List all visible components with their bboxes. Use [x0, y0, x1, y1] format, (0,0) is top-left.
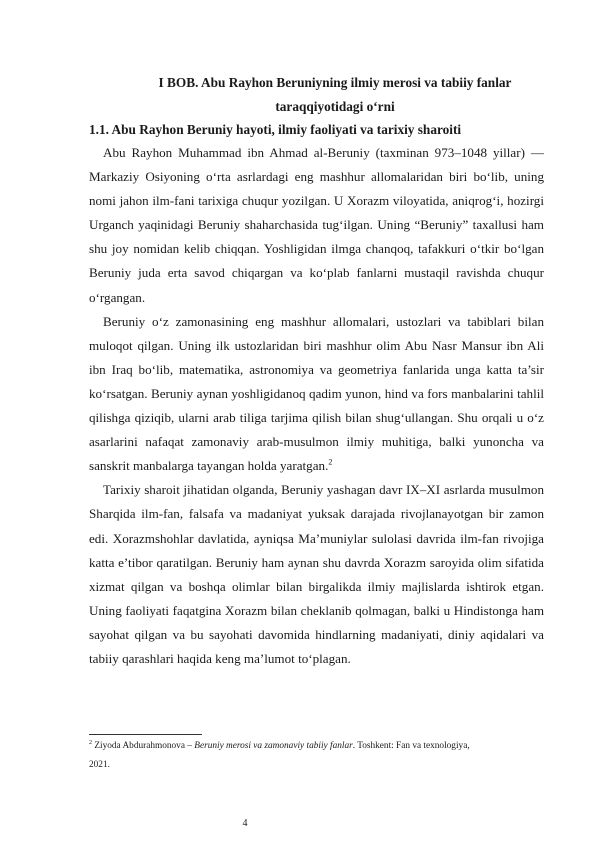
footnote-publication: . Toshkent: Fan va texnologiya, 2021.	[89, 741, 470, 770]
paragraph-1: Abu Rayhon Muhammad ibn Ahmad al-Beruniy (taxminan 973–1048 yillar) — Markaziy Osiyoning o‘rta asrlardagi eng mashhur allomalaridan biri bo‘lib, uning nomi jahon ilm-fani tarixiga chuqur yozilgan. U Xorazm viloyatida, aniqrog‘i, hozirgi Urganch yaqinidagi Beruniy shaharchasida tug‘ilgan. Uning “Beruniy” taxallusi ham shu joy nomidan kelib chiqqan. Yoshligidan ilmga chanqoq, tafakkuri o‘tkir bo‘lgan Beruniy juda erta savod chiqargan va ko‘plab fanlarni mustaqil ravishda chuqur o‘rgangan.	[89, 145, 544, 305]
page-number: 4	[242, 818, 248, 829]
footnote-marker: 2	[89, 739, 92, 746]
paragraph-3: Tarixiy sharoit jihatidan olganda, Beruniy yashagan davr IX–XI asrlarda musulmon Sharqida ilm-fan, falsafa va madaniyat yuksak darajada rivojlanayotgan bir zamon edi. Xorazmshohlar davlatida, ayniqsa Ma’muniylar sulolasi davrida ilm-fan rivojiga katta e’tibor qaratilgan. Beruniy ham aynan shu davrda Xorazm saroyida olim sifatida xizmat qilgan va boshqa olimlar bilan birgalikda ilmiy majlislarda ishtirok etgan. Uning faoliyati faqatgina Xorazm bilan cheklanib qolmagan, balki u Hindistonga ham sayohat qilgan va bu sayohati davomida hindlarning madaniyati, diniy aqidalari va tabiiy qarashlari haqida keng ma’lumot to‘plagan.	[89, 482, 544, 666]
body-text	[89, 141, 544, 671]
footnote-reference[interactable]: 2	[328, 457, 333, 467]
section-title: 1.1. Abu Rayhon Beruniy hayoti, ilmiy faoliyati va tarixiy sharoiti	[89, 122, 462, 137]
paragraph-2	[89, 310, 544, 479]
footnote-separator	[89, 734, 202, 735]
footnote	[89, 737, 489, 775]
chapter-title-line-2: taraqqiyotidagi o‘rni	[275, 99, 395, 114]
footnote-title: Beruniy merosi va zamonaviy tabiiy fanlar	[194, 741, 353, 751]
chapter-title	[120, 71, 550, 119]
chapter-title-line-1: I BOB. Abu Rayhon Beruniyning ilmiy merosi va tabiiy fanlar	[158, 75, 512, 90]
footnote-author: Ziyoda Abdurahmonova –	[94, 741, 195, 751]
paragraph-2-text: Beruniy o‘z zamonasining eng mashhur allomalari, ustozlari va tabiblari bilan muloqot qilgan. Uning ilk ustozlaridan biri mashhur olim Abu Nasr Mansur ibn Ali ibn Iraq bo‘lib, matematika, astronomiya va geometriya fanlarida unga katta ta’sir ko‘rsatgan. Beruniy aynan yoshligidanoq qadim yunon, hind va fors manbalarini tahlil qilishga qiziqib, ularni arab tiliga tarjima qilish bilan shug‘ullangan. Shu orqali u o‘z asarlarini nafaqat zamonaviy arab-musulmon ilmiy muhitiga, balki yunoncha va sanskrit manbalarga tayangan holda yaratgan.	[89, 313, 544, 474]
